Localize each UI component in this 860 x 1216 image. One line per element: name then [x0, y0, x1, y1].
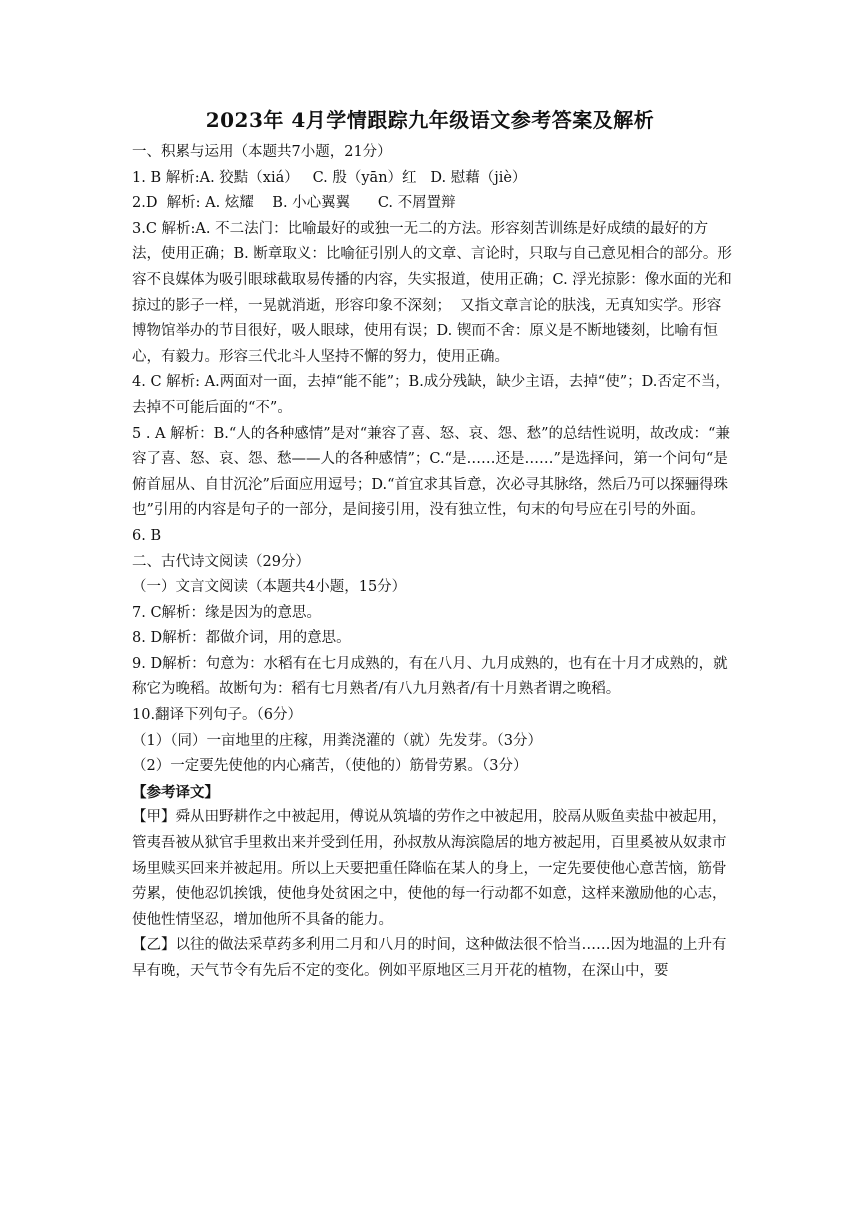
answer-7: 7. C解析：缘是因为的意思。	[132, 604, 322, 621]
answer-10-part-1: （1）（同）一亩地里的庄稼，用粪浇灌的（就）先发芽。（3分）	[132, 732, 542, 749]
section-heading-2: 二、古代诗文阅读（29分）	[132, 553, 310, 570]
answer-10-part-2: （2）一定要先使他的内心痛苦，（使他的）筋骨劳累。（3分）	[132, 758, 528, 775]
subsection-heading: （一）文言文阅读（本题共4小题，15分）	[132, 579, 407, 596]
answer-1: 1. B 解析:A. 狡黠（xiá） C. 殷（yān）红 D. 慰藉（jiè）	[132, 169, 527, 186]
answer-3: 3.C 解析:A. 不二法门：比喻最好的或独一无二的方法。形容刻苦训练是好成绩的最好的方法，使用正确；B. 断章取义：比喻征引别人的文章、言论时，只取与自己意见相合的部分。形容不良媒体为吸引眼球截取易传播的内容，失实报道，使用正确；C. 浮光掠影：像水面的光和掠过的影子一样，一晃就消逝，形容印象不深刻； 又指文章言论的肤浅，无真知实学。形容博物馆举办的节目很好，吸人眼球，使用有误；D. 锲而不舍：原义是不断地镂刻，比喻有恒心，有毅力。形容三代北斗人坚持不懈的努力，使用正确。	[132, 220, 732, 365]
reference-translation-heading: 【参考译文】	[132, 783, 219, 801]
document-body	[132, 140, 732, 985]
answer-2: 2.D 解析: A. 炫耀 B. 小心翼翼 C. 不屑置辩	[132, 195, 456, 212]
translation-yi: 【乙】以往的做法采草药多利用二月和八月的时间，这种做法很不恰当……因为地温的上升有早有晚，天气节令有先后不定的变化。例如平原地区三月开花的植物，在深山中，要	[132, 937, 727, 979]
page-title: 2023年 4月学情跟踪九年级语文参考答案及解析	[205, 108, 655, 132]
answer-10: 10.翻译下列句子。（6分）	[132, 707, 303, 724]
translation-jia: 【甲】舜从田野耕作之中被起用，傅说从筑墙的劳作之中被起用，胶鬲从贩鱼卖盐中被起用，管夷吾被从狱官手里救出来并受到任用，孙叔敖从海滨隐居的地方被起用，百里奚被从奴隶市场里赎买回来并被起用。所以上天要把重任降临在某人的身上，一定先要使他心意苦恼，筋骨劳累，使他忍饥挨饿，使他身处贫困之中，使他的每一行动都不如意，这样来激励他的心志，使他性情坚忍，增加他所不具备的能力。	[132, 809, 727, 928]
answer-6: 6. B	[132, 527, 162, 544]
answer-4: 4. C 解析: A.两面对一面，去掉“能不能”；B.成分残缺，缺少主语，去掉“使”；D.否定不当，去掉不可能后面的“不”。	[132, 374, 730, 416]
section-heading-1: 一、积累与运用（本题共7小题，21分）	[132, 144, 392, 160]
answer-5: 5 . A 解析：B.“人的各种感情”是对“兼容了喜、怒、哀、怨、愁”的总结性说明，故改成：“兼容了喜、怒、哀、怨、愁——人的各种感情”；C.“是……还是……”是选择问，第一个问句“是俯首屈从、自甘沉沦”后面应用逗号；D.“首宜求其旨意，次必寻其脉络，然后乃可以探骊得珠也”引用的内容是句子的一部分，是间接引用，没有独立性，句末的句号应在引号的外面。	[132, 425, 730, 519]
answer-9: 9. D解析：句意为：水稻有在七月成熟的，有在八月、九月成熟的，也有在十月才成熟的，就称它为晚稻。故断句为：稻有七月熟者/有八九月熟者/有十月熟者谓之晚稻。	[132, 655, 728, 698]
answer-8: 8. D解析：都做介词，用的意思。	[132, 630, 351, 647]
